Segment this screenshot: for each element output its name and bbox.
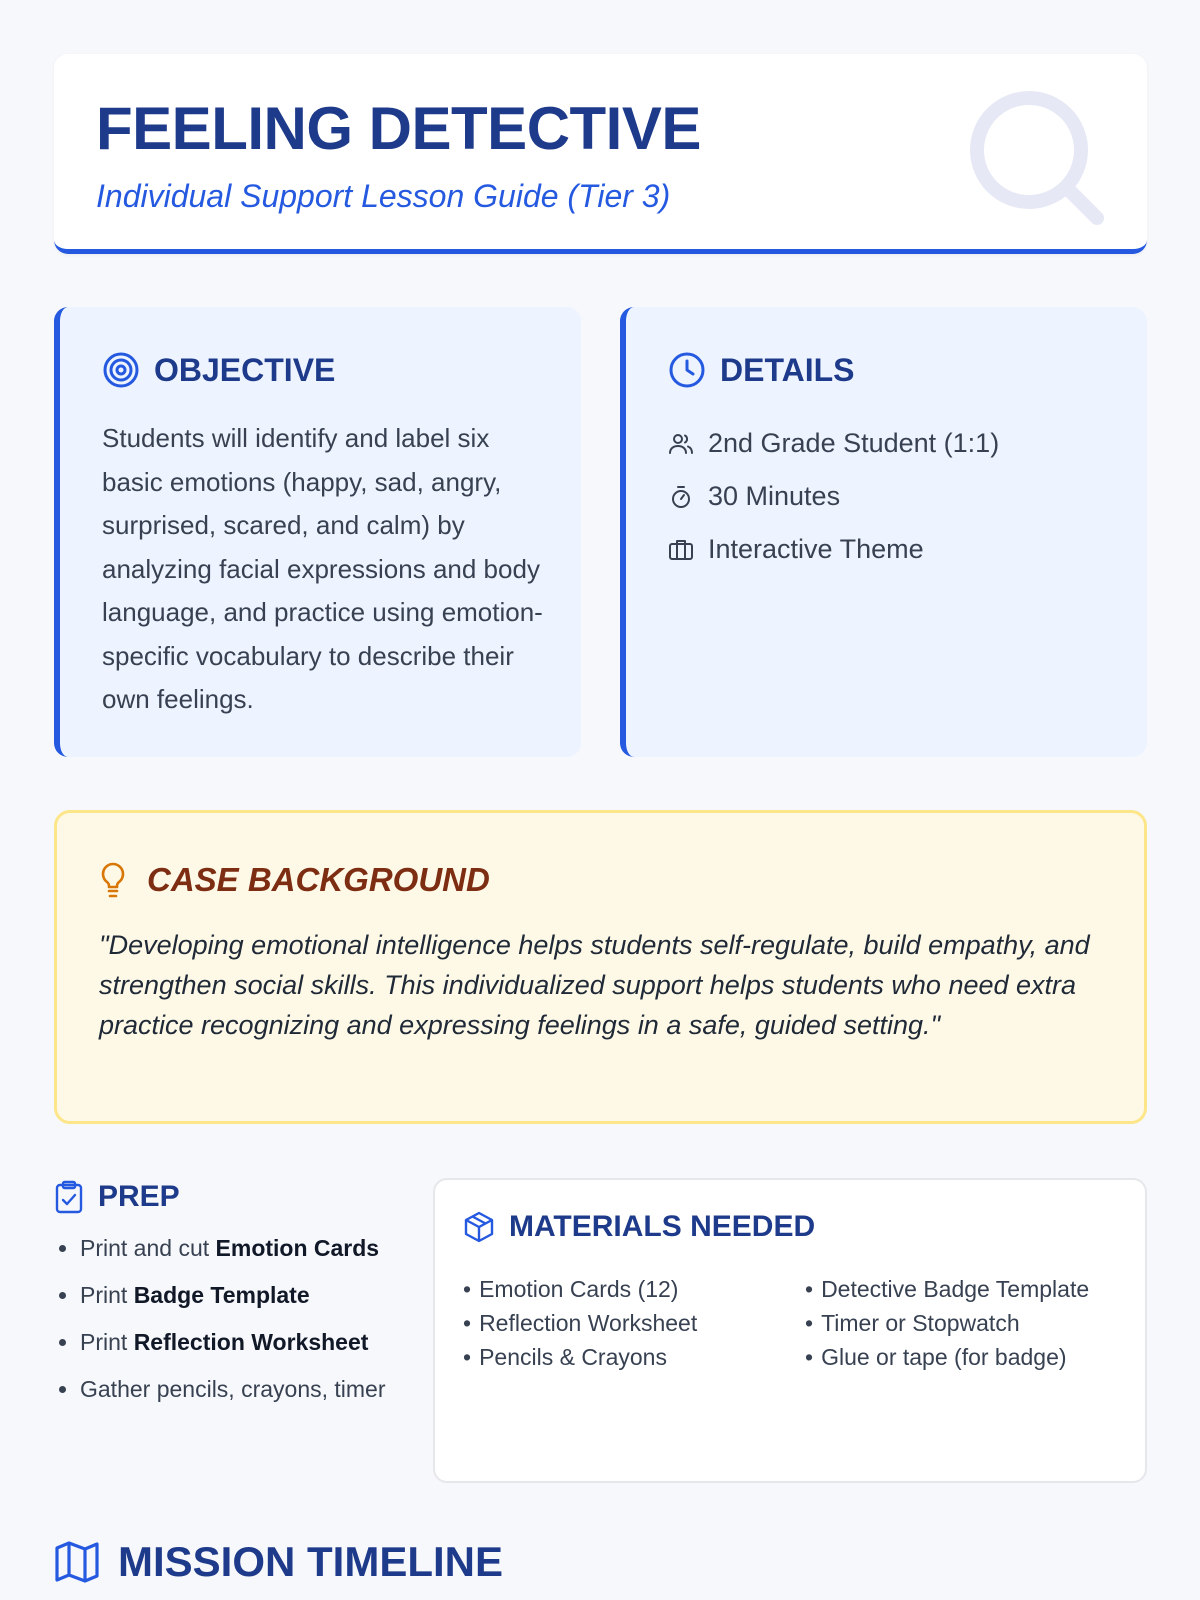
page-title: FEELING DETECTIVE (96, 95, 701, 162)
details-heading-label: DETAILS (720, 351, 855, 388)
clipboard-check-icon (54, 1180, 84, 1214)
briefcase-icon (668, 537, 694, 563)
prep-list (54, 1232, 404, 1406)
details-heading (668, 351, 855, 389)
prep-heading (54, 1180, 404, 1214)
box-icon (463, 1211, 495, 1243)
case-background-heading-label: CASE BACKGROUND (147, 861, 490, 898)
objective-heading (102, 351, 335, 389)
material-item: • Reflection Worksheet (463, 1306, 697, 1340)
objective-heading-label: OBJECTIVE (154, 351, 336, 388)
material-item: • Pencils & Crayons (463, 1340, 697, 1374)
map-icon (54, 1539, 100, 1585)
materials-list-right (805, 1272, 1089, 1374)
materials-list-left (463, 1272, 697, 1374)
users-icon (668, 431, 694, 457)
case-background-heading (99, 861, 490, 899)
prep-heading-label: PREP (98, 1180, 180, 1213)
details-card (620, 307, 1147, 757)
prep-item: • Print and cut Emotion Cards (80, 1232, 404, 1265)
prep-item: • Gather pencils, crayons, timer (80, 1373, 404, 1406)
materials-heading-label: MATERIALS NEEDED (509, 1210, 816, 1243)
target-icon (102, 351, 140, 389)
prep-section (54, 1180, 404, 1420)
detail-label: 30 Minutes (708, 481, 841, 511)
material-item: • Detective Badge Template (805, 1272, 1089, 1306)
objective-text: Students will identify and label six basic emotions (happy, sad, angry, surprised, scared, and calm) by analyzing facial expressions and body language, and practice using emotion-specific vocabulary to describe their own feelings. (102, 423, 543, 714)
header-card (54, 54, 1147, 254)
mission-timeline-heading-label: MISSION TIMELINE (118, 1538, 504, 1585)
case-background-text: "Developing emotional intelligence helps students self-regulate, build empathy, and strengthen social skills. This individualized support helps students who need extra practice recognizing and expressing feelings in a safe, guided setting." (99, 930, 1090, 1040)
material-item: • Glue or tape (for badge) (805, 1340, 1089, 1374)
details-list (668, 417, 999, 576)
clock-icon (668, 351, 706, 389)
detail-item-grade (668, 417, 999, 470)
prep-item: • Print Reflection Worksheet (80, 1326, 404, 1359)
prep-item: • Print Badge Template (80, 1279, 404, 1312)
detail-item-duration (668, 470, 999, 523)
material-item: • Emotion Cards (12) (463, 1272, 697, 1306)
case-background-card (54, 810, 1147, 1124)
detail-label: 2nd Grade Student (1:1) (708, 428, 1000, 458)
materials-heading (463, 1210, 815, 1244)
lightbulb-icon (99, 861, 127, 899)
magnifier-icon (969, 90, 1109, 230)
materials-card (433, 1178, 1147, 1483)
detail-label: Interactive Theme (708, 534, 924, 564)
detail-item-theme (668, 523, 999, 576)
page-subtitle: Individual Support Lesson Guide (Tier 3) (96, 178, 671, 214)
objective-card (54, 307, 581, 757)
mission-timeline-heading (54, 1538, 503, 1586)
stopwatch-icon (668, 484, 694, 510)
material-item: • Timer or Stopwatch (805, 1306, 1089, 1340)
